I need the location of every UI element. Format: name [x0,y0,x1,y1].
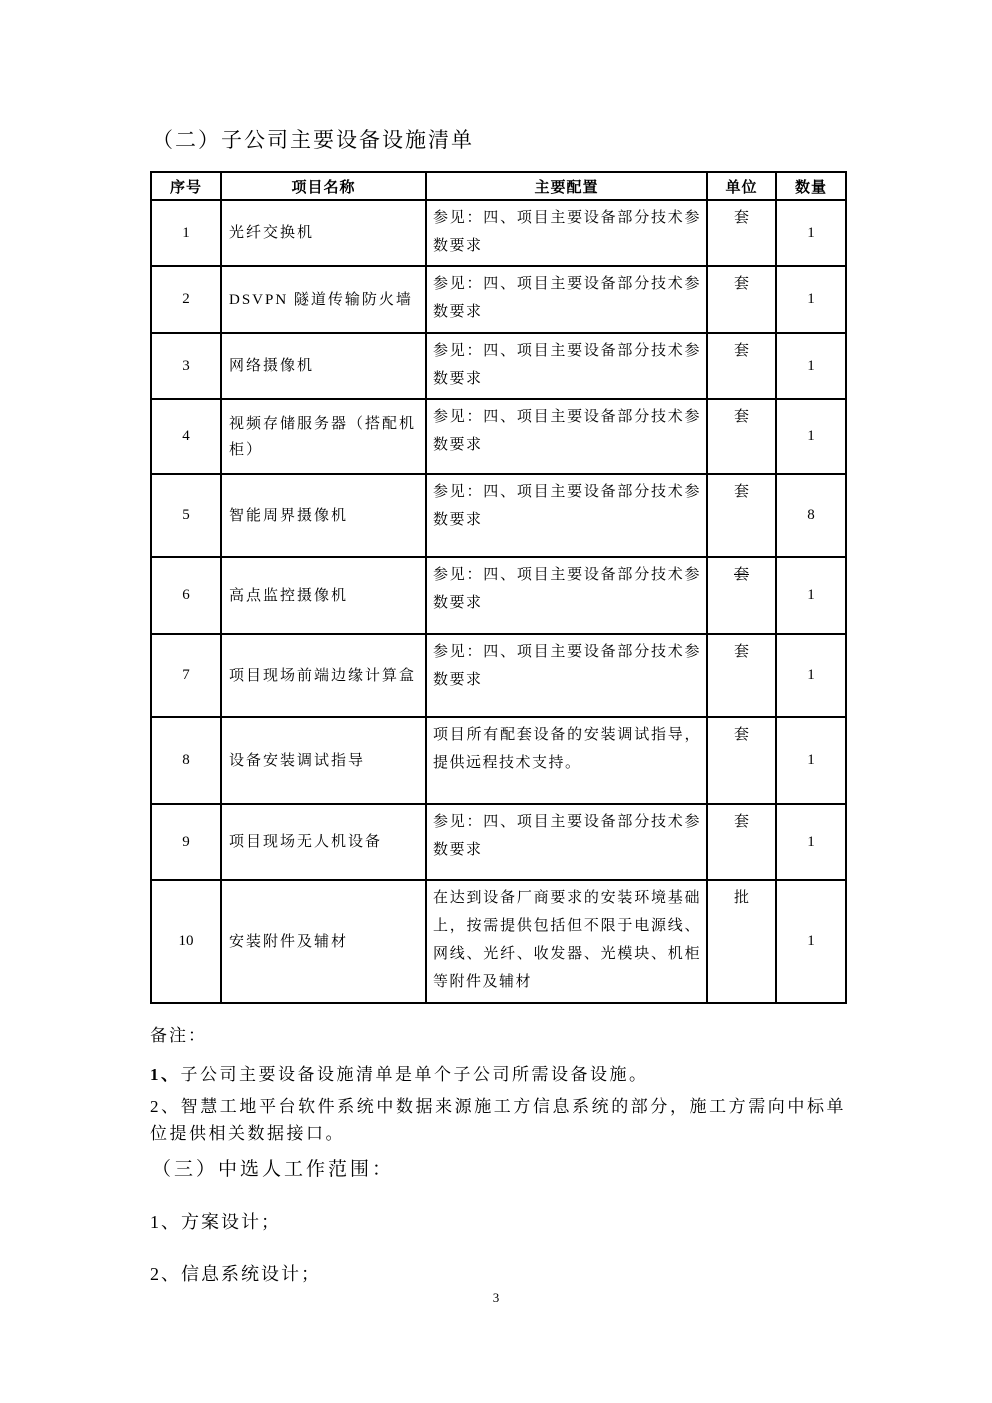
item-config-cell: 参见：四、项目主要设备部分技术参数要求 [426,804,707,880]
table-row [151,474,846,557]
table-header-row [151,172,846,200]
col-header-qty: 数量 [776,172,846,200]
item-config-cell: 参见：四、项目主要设备部分技术参数要求 [426,399,707,474]
section-3-title: （三）中选人工作范围： [152,1159,395,1180]
item-qty-cell: 1 [776,557,846,634]
item-qty-cell: 1 [776,717,846,804]
row-index-cell: 7 [151,634,221,717]
item-name-cell: 光纤交换机 [221,200,426,266]
document-page [150,0,846,1288]
scope-item-1: 1、方案设计； [150,1212,281,1232]
table-row [151,717,846,804]
col-header-config: 主要配置 [426,172,707,200]
item-name-cell: DSVPN 隧道传输防火墙 [221,266,426,333]
notes-section [150,1024,846,1147]
item-config-cell: 参见：四、项目主要设备部分技术参数要求 [426,200,707,266]
table-row [151,266,846,333]
equipment-table-body [151,200,846,1003]
table-row [151,880,846,1003]
table-row [151,804,846,880]
item-config-cell: 参见：四、项目主要设备部分技术参数要求 [426,474,707,557]
item-unit-cell: 套 [707,634,776,717]
item-qty-cell: 1 [776,399,846,474]
item-name-cell: 网络摄像机 [221,333,426,399]
item-name-cell: 视频存储服务器（搭配机柜） [221,399,426,474]
row-index-cell: 2 [151,266,221,333]
note-1-text: 子公司主要设备设施清单是单个子公司所需设备设施。 [180,1065,649,1084]
item-config-cell: 项目所有配套设备的安装调试指导，提供远程技术支持。 [426,717,707,804]
scope-item-2: 2、信息系统设计； [150,1264,321,1284]
item-qty-cell: 1 [776,880,846,1003]
item-config-cell: 参见：四、项目主要设备部分技术参数要求 [426,634,707,717]
row-index-cell: 6 [151,557,221,634]
item-config-cell: 在达到设备厂商要求的安装环境基础上，按需提供包括但不限于电源线、网线、光纤、收发器、光模块、机柜等附件及辅材 [426,880,707,1003]
item-config-cell: 参见：四、项目主要设备部分技术参数要求 [426,266,707,333]
item-unit-cell: 套 [707,717,776,804]
item-qty-cell: 1 [776,266,846,333]
item-unit-cell: 套 [707,200,776,266]
table-row [151,399,846,474]
note-2-text: 智慧工地平台软件系统中数据来源施工方信息系统的部分，施工方需向中标单位提供相关数据接口。 [150,1097,847,1143]
item-qty-cell: 1 [776,804,846,880]
item-unit-cell: 套 [707,266,776,333]
item-name-cell: 项目现场无人机设备 [221,804,426,880]
item-unit-cell: 套 [707,399,776,474]
notes-label: 备注： [150,1026,207,1045]
item-unit-cell: 批 [707,880,776,1003]
section-2-title: （二）子公司主要设备设施清单 [152,128,474,152]
item-config-cell: 参见：四、项目主要设备部分技术参数要求 [426,333,707,399]
equipment-table [150,171,847,1004]
item-config-cell: 参见：四、项目主要设备部分技术参数要求 [426,557,707,634]
item-unit-cell: 套 [707,333,776,399]
table-row [151,333,846,399]
row-index-cell: 8 [151,717,221,804]
item-unit-cell: 套 [707,557,776,634]
note-1-number: 1、 [150,1065,181,1084]
item-unit-cell: 套 [707,804,776,880]
item-unit-cell: 套 [707,474,776,557]
table-row [151,200,846,266]
col-header-name: 项目名称 [221,172,426,200]
item-qty-cell: 1 [776,333,846,399]
table-row [151,634,846,717]
row-index-cell: 3 [151,333,221,399]
item-qty-cell: 1 [776,634,846,717]
col-header-unit: 单位 [707,172,776,200]
note-item-1 [150,1061,846,1088]
page-number: 3 [492,1290,500,1305]
table-row [151,557,846,634]
col-header-index: 序号 [151,172,221,200]
item-name-cell: 项目现场前端边缘计算盒 [221,634,426,717]
row-index-cell: 10 [151,880,221,1003]
item-name-cell: 高点监控摄像机 [221,557,426,634]
item-qty-cell: 8 [776,474,846,557]
item-qty-cell: 1 [776,200,846,266]
item-name-cell: 智能周界摄像机 [221,474,426,557]
item-name-cell: 设备安装调试指导 [221,717,426,804]
row-index-cell: 1 [151,200,221,266]
row-index-cell: 9 [151,804,221,880]
note-2-number: 2、 [150,1097,181,1116]
item-name-cell: 安装附件及辅材 [221,880,426,1003]
row-index-cell: 4 [151,399,221,474]
row-index-cell: 5 [151,474,221,557]
note-item-2 [150,1093,846,1147]
